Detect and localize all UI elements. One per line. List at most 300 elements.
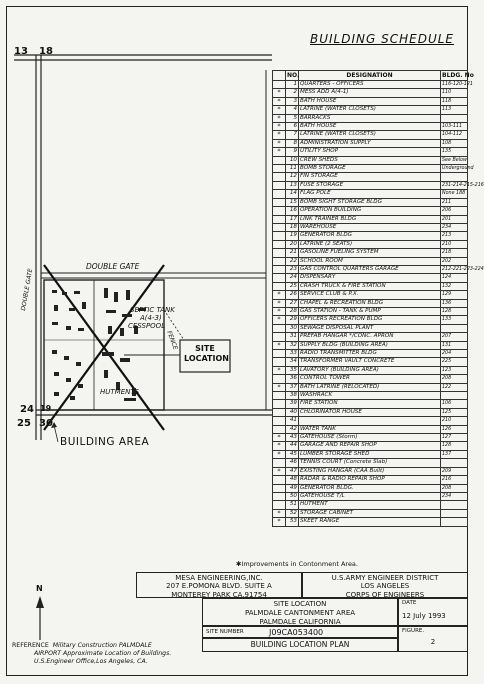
reference-line2: AIRPORT Approximate Location of Buildings.	[34, 650, 172, 657]
double-gate-side-label: DOUBLE GATE	[20, 267, 35, 312]
reference-note	[12, 642, 171, 666]
schedule-cell-bldg: 104-112	[441, 131, 468, 139]
grid-number-19: 19	[40, 404, 52, 413]
sheet-title: BUILDING LOCATION PLAN	[250, 640, 350, 649]
schedule-cell-designation: CHLORINATOR HOUSE	[299, 408, 441, 416]
schedule-cell-bldg: 201	[441, 215, 468, 223]
firm-cell	[136, 572, 302, 598]
schedule-cell-designation: GARAGE AND REPAIR SHOP	[299, 442, 441, 450]
schedule-cell-star	[273, 484, 286, 492]
schedule-cell-star: *	[273, 518, 286, 526]
schedule-cell-no: 16	[286, 207, 299, 215]
schedule-cell-designation: FIRE STATION	[299, 400, 441, 408]
schedule-cell-star	[273, 156, 286, 164]
project-title: SITE LOCATION	[273, 600, 327, 608]
schedule-cell-star	[273, 417, 286, 425]
schedule-cell-bldg: 225	[441, 358, 468, 366]
schedule-cell-no: 51	[286, 501, 299, 509]
schedule-row	[273, 400, 468, 408]
figure-label: FIGURE.	[402, 628, 425, 634]
schedule-cell-designation: TRANSFORMER VAULT CONCRETE	[299, 358, 441, 366]
schedule-cell-star: *	[273, 299, 286, 307]
schedule-row	[273, 509, 468, 517]
schedule-cell-bldg	[441, 173, 468, 181]
schedule-cell-bldg: 116-120-121	[442, 82, 473, 87]
schedule-cell-designation: GENERATOR BLDG.	[299, 484, 441, 492]
schedule-cell-no: 2	[286, 89, 299, 97]
schedule-row	[273, 215, 468, 223]
schedule-cell-star: *	[273, 366, 286, 374]
schedule-cell-designation: LATRINE (2 SEATS)	[299, 240, 441, 248]
schedule-header-no: NO.	[287, 71, 300, 79]
schedule-cell-designation: SCHOOL ROOM	[299, 257, 441, 265]
schedule-cell-star	[273, 249, 286, 257]
schedule-cell-bldg: 136	[441, 299, 468, 307]
schedule-cell-star: *	[273, 114, 286, 122]
schedule-cell-designation: SUPPLY BLDG (BUILDING AREA)	[299, 341, 441, 349]
schedule-cell-bldg: 113	[441, 106, 468, 114]
schedule-cell-bldg: 212-221-223-224	[442, 266, 484, 272]
schedule-cell-designation: LUMBER STORAGE SHED	[299, 450, 441, 458]
schedule-cell-bldg: 123	[441, 366, 468, 374]
schedule-cell-bldg: 211	[441, 198, 468, 206]
schedule-row	[273, 249, 468, 257]
schedule-row	[273, 492, 468, 500]
schedule-cell-no: 24	[286, 274, 299, 282]
schedule-cell-no: 12	[286, 173, 299, 181]
schedule-cell-bldg: 127	[441, 434, 468, 442]
septic-ref-label: A(4-3)	[140, 314, 162, 322]
schedule-cell-bldg: 124	[441, 274, 468, 282]
grid-number-30: 30	[39, 418, 53, 429]
schedule-row	[273, 240, 468, 248]
schedule-cell-designation: LAVATORY (BUILDING AREA)	[299, 366, 441, 374]
schedule-cell-designation: BATH HOUSE	[299, 123, 441, 131]
schedule-cell-star	[273, 375, 286, 383]
grid-number-25: 25	[17, 418, 31, 429]
schedule-cell-star	[273, 324, 286, 332]
schedule-row	[273, 316, 468, 324]
schedule-cell-star: *	[273, 307, 286, 315]
schedule-cell-no: 39	[286, 400, 299, 408]
schedule-cell-star: *	[273, 97, 286, 105]
schedule-cell-no: 5	[286, 114, 299, 122]
schedule-cell-no: 52	[286, 509, 299, 517]
schedule-cell-no: 6	[286, 123, 299, 131]
schedule-cell-bldg: 207	[441, 333, 468, 341]
schedule-header-designation: DESIGNATION	[299, 71, 441, 81]
schedule-row	[273, 223, 468, 231]
schedule-cell-designation: FLAG POLE	[299, 190, 441, 198]
schedule-cell-star	[273, 425, 286, 433]
schedule-cell-star	[273, 198, 286, 206]
schedule-cell-no: 9	[286, 148, 299, 156]
schedule-cell-star: *	[273, 509, 286, 517]
schedule-cell-no: 14	[286, 190, 299, 198]
schedule-cell-star	[273, 350, 286, 358]
schedule-row	[273, 114, 468, 122]
reference-label: REFERENCE	[12, 642, 49, 649]
schedule-cell-star: *	[273, 450, 286, 458]
schedule-row	[273, 476, 468, 484]
schedule-row	[273, 434, 468, 442]
schedule-header-row	[273, 71, 468, 81]
schedule-cell-no: 13	[286, 181, 299, 189]
schedule-cell-star	[273, 501, 286, 509]
schedule-cell-star: *	[273, 316, 286, 324]
schedule-cell-no: 33	[286, 350, 299, 358]
schedule-cell-bldg: See Below	[442, 157, 467, 163]
schedule-cell-no: 17	[286, 215, 299, 223]
schedule-row	[273, 291, 468, 299]
schedule-cell-designation: LATRINE (WATER CLOSETS)	[299, 106, 441, 114]
schedule-cell-bldg: 218	[441, 249, 468, 257]
schedule-cell-star	[273, 257, 286, 265]
firm-name: MESA ENGINEERING,INC.	[175, 574, 263, 582]
schedule-cell-star	[273, 400, 286, 408]
schedule-cell-no: 45	[286, 450, 299, 458]
schedule-cell-designation: FIN STORAGE	[299, 173, 441, 181]
schedule-cell-designation: FUSE STORAGE	[299, 181, 441, 189]
schedule-cell-star	[273, 392, 286, 400]
schedule-cell-designation: BATH HOUSE	[299, 97, 441, 105]
schedule-cell-star	[273, 274, 286, 282]
schedule-cell-star: *	[273, 383, 286, 391]
schedule-cell-designation: WASHRACK	[299, 392, 441, 400]
schedule-cell-star	[273, 408, 286, 416]
schedule-cell-bldg	[441, 459, 468, 467]
schedule-cell-star	[273, 173, 286, 181]
schedule-cell-designation: STORAGE CABINET	[299, 509, 441, 517]
reference-line1: Military Construction PALMDALE	[52, 642, 152, 649]
schedule-cell-no: 38	[286, 392, 299, 400]
schedule-cell-no: 23	[286, 265, 299, 273]
grid-number-24: 24	[20, 404, 34, 415]
schedule-cell-bldg: 213	[441, 232, 468, 240]
schedule-row	[273, 417, 468, 425]
schedule-cell-star	[273, 333, 286, 341]
schedule-row	[273, 467, 468, 475]
figure-cell	[398, 626, 468, 652]
schedule-row	[273, 307, 468, 315]
schedule-cell-bldg: 202	[441, 257, 468, 265]
schedule-cell-no: 10	[286, 156, 299, 164]
schedule-row	[273, 156, 468, 164]
building-schedule	[272, 70, 484, 527]
schedule-cell-star	[273, 232, 286, 240]
schedule-row	[273, 148, 468, 156]
schedule-row	[273, 518, 468, 526]
schedule-row	[273, 450, 468, 458]
sheet-title-cell	[202, 638, 398, 652]
schedule-cell-bldg: 129	[441, 291, 468, 299]
schedule-row	[273, 190, 468, 198]
cesspool-label: CESSPOOL	[128, 322, 166, 330]
schedule-cell-star: *	[273, 89, 286, 97]
figure-value: 2	[430, 638, 436, 646]
septic-tank-label: SEPTIC TANK	[130, 306, 175, 314]
schedule-cell-bldg	[441, 501, 468, 509]
schedule-cell-no: 15	[286, 198, 299, 206]
schedule-cell-designation: CREW SHEDS	[299, 156, 441, 164]
schedule-cell-designation: WAREHOUSE	[299, 223, 441, 231]
schedule-cell-no: 29	[286, 316, 299, 324]
schedule-row	[273, 139, 468, 147]
schedule-cell-bldg: 210	[441, 240, 468, 248]
schedule-cell-no: 8	[286, 139, 299, 147]
project-area: PALMDALE CANTONMENT AREA	[244, 609, 356, 617]
schedule-cell-designation	[299, 417, 441, 425]
schedule-cell-bldg: 128	[441, 307, 468, 315]
north-arrow	[30, 586, 50, 646]
schedule-cell-bldg: 125	[441, 408, 468, 416]
schedule-row	[273, 81, 468, 89]
project-cell	[202, 598, 398, 626]
schedule-cell-bldg: 132	[441, 282, 468, 290]
schedule-cell-bldg: 118	[441, 97, 468, 105]
schedule-cell-designation: DISPENSARY	[299, 274, 441, 282]
schedule-cell-bldg: 106	[441, 400, 468, 408]
schedule-cell-star: *	[273, 291, 286, 299]
agency-corps: CORPS OF ENGINEERS	[345, 590, 425, 599]
schedule-cell-star	[273, 223, 286, 231]
site-number-label: SITE NUMBER	[206, 629, 244, 635]
reference-line3: U.S.Engineer Office,Los Angeles, CA.	[34, 658, 148, 665]
schedule-cell-designation: CRASH TRUCK & FIRE STATION	[299, 282, 441, 290]
schedule-row	[273, 274, 468, 282]
schedule-cell-designation: OFFICERS RECREATION BLDG	[299, 316, 441, 324]
improvements-note: ✱Improvements in Contonment Area.	[236, 560, 358, 568]
schedule-cell-no: 31	[286, 333, 299, 341]
schedule-cell-star	[273, 492, 286, 500]
schedule-cell-designation: LINK TRAINER BLDG	[299, 215, 441, 223]
schedule-row	[273, 123, 468, 131]
schedule-cell-star: *	[273, 139, 286, 147]
schedule-cell-no: 30	[286, 324, 299, 332]
schedule-cell-no: 32	[286, 341, 299, 349]
schedule-cell-designation: GENERATOR BLDG	[299, 232, 441, 240]
schedule-cell-no: 27	[286, 299, 299, 307]
schedule-cell-star	[273, 190, 286, 198]
schedule-cell-no: 18	[286, 223, 299, 231]
schedule-cell-star	[273, 265, 286, 273]
schedule-row	[273, 459, 468, 467]
schedule-cell-designation: GAS CONTROL QUARTERS GARAGE	[299, 265, 441, 273]
schedule-title: BUILDING SCHEDULE	[310, 32, 455, 46]
schedule-cell-bldg: 110	[441, 89, 468, 97]
schedule-cell-no: 25	[286, 282, 299, 290]
agency-city: LOS ANGELES	[360, 582, 410, 591]
schedule-cell-star	[273, 81, 286, 89]
schedule-cell-designation: SERVICE CLUB & P.X.	[299, 291, 441, 299]
schedule-row	[273, 408, 468, 416]
building-area-label: BUILDING AREA	[60, 436, 150, 448]
north-label: N	[36, 584, 43, 593]
schedule-row	[273, 173, 468, 181]
schedule-cell-star: *	[273, 467, 286, 475]
date-value: 12 July 1993	[402, 612, 446, 620]
schedule-row	[273, 97, 468, 105]
grid-number-18: 18	[39, 46, 53, 57]
schedule-cell-designation: SEWAGE DISPOSAL PLANT	[299, 324, 441, 332]
schedule-row	[273, 358, 468, 366]
schedule-cell-bldg: 210	[441, 417, 468, 425]
date-label: DATE	[402, 600, 417, 606]
schedule-cell-bldg: 108	[441, 139, 468, 147]
schedule-cell-designation: PREFAB HANGAR */CONC. APRON	[299, 333, 441, 341]
schedule-cell-bldg: 209	[441, 467, 468, 475]
north-arrow-icon	[30, 586, 50, 642]
schedule-cell-no: 49	[286, 484, 299, 492]
schedule-body	[273, 81, 484, 527]
schedule-cell-no: 34	[286, 358, 299, 366]
schedule-cell-star	[273, 240, 286, 248]
date-cell	[398, 598, 468, 626]
schedule-cell-bldg: 103-111	[441, 123, 468, 131]
schedule-cell-designation: BATH LATRINE (RELOCATED)	[299, 383, 441, 391]
schedule-cell-designation: GATEHOUSE (Storm)	[299, 434, 441, 442]
schedule-cell-no: 11	[286, 165, 299, 173]
schedule-cell-no: 48	[286, 476, 299, 484]
schedule-cell-no: 41	[286, 417, 299, 425]
schedule-row	[273, 131, 468, 139]
schedule-row	[273, 392, 468, 400]
schedule-row	[273, 375, 468, 383]
schedule-cell-no: 26	[286, 291, 299, 299]
schedule-cell-designation: OPERATION BUILDING	[299, 207, 441, 215]
schedule-row	[273, 442, 468, 450]
schedule-row	[273, 198, 468, 206]
schedule-cell-bldg: 234	[441, 223, 468, 231]
schedule-cell-star	[273, 215, 286, 223]
schedule-cell-no: 47	[286, 467, 299, 475]
schedule-cell-no: 19	[286, 232, 299, 240]
site-number-cell	[202, 626, 398, 638]
schedule-header-star	[273, 71, 286, 81]
schedule-cell-no: 50	[286, 492, 299, 500]
schedule-cell-designation: UTILITY SHOP	[299, 148, 441, 156]
agency-name: U.S.ARMY ENGINEER DISTRICT	[331, 574, 439, 582]
schedule-cell-designation: ADMINISTRATION SUPPLY	[299, 139, 441, 147]
fence-label: FENCE	[165, 330, 179, 351]
schedule-cell-star	[273, 459, 286, 467]
schedule-row	[273, 232, 468, 240]
schedule-cell-no: 44	[286, 442, 299, 450]
schedule-row	[273, 106, 468, 114]
schedule-cell-designation: RADAR & RADIO REPAIR SHOP	[299, 476, 441, 484]
schedule-cell-bldg: Underground	[442, 166, 474, 172]
schedule-cell-bldg: 208	[441, 375, 468, 383]
schedule-cell-no: 1	[286, 81, 299, 89]
schedule-cell-bldg: 137	[441, 450, 468, 458]
schedule-cell-bldg: 135	[441, 148, 468, 156]
schedule-row	[273, 265, 468, 273]
hutments-label: HUTMENTS	[100, 388, 140, 396]
schedule-row	[273, 324, 468, 332]
schedule-cell-designation: GAS STATION - TANK & PUMP	[299, 307, 441, 315]
double-gate-label: DOUBLE GATE	[86, 262, 140, 271]
schedule-cell-bldg: 208	[441, 484, 468, 492]
schedule-row	[273, 484, 468, 492]
schedule-cell-no: 28	[286, 307, 299, 315]
schedule-cell-bldg	[441, 114, 468, 122]
schedule-cell-star: *	[273, 434, 286, 442]
schedule-row	[273, 333, 468, 341]
schedule-cell-designation: BOMB SIGHT STORAGE BLDG	[299, 198, 441, 206]
schedule-header-bldg: BLDG. No	[442, 71, 474, 79]
schedule-cell-star: *	[273, 341, 286, 349]
schedule-cell-designation: GATEHOUSE T/L	[299, 492, 441, 500]
schedule-cell-designation: CHAPEL & RECREATION BLDG	[299, 299, 441, 307]
schedule-cell-no: 37	[286, 383, 299, 391]
schedule-cell-no: 4	[286, 106, 299, 114]
schedule-cell-designation: LATRINE (WATER CLOSETS)	[299, 131, 441, 139]
schedule-cell-no: 22	[286, 257, 299, 265]
schedule-cell-designation: RADIO TRANSMITTER BLDG	[299, 350, 441, 358]
schedule-row	[273, 299, 468, 307]
schedule-cell-designation: TENNIS COURT (Concrete Slab)	[299, 459, 441, 467]
schedule-cell-bldg: 231-214-215-216	[442, 182, 484, 188]
schedule-cell-designation: WATER TANK	[299, 425, 441, 433]
schedule-cell-star: *	[273, 106, 286, 114]
schedule-row	[273, 257, 468, 265]
schedule-row	[273, 165, 468, 173]
schedule-cell-bldg: 204	[441, 350, 468, 358]
agency-cell	[302, 572, 468, 598]
schedule-cell-bldg: 234	[441, 492, 468, 500]
schedule-cell-no: 43	[286, 434, 299, 442]
schedule-cell-bldg	[441, 392, 468, 400]
schedule-row	[273, 350, 468, 358]
schedule-cell-designation: QUARTERS - OFFICERS	[299, 81, 441, 89]
schedule-cell-no: 46	[286, 459, 299, 467]
schedule-cell-designation: SKEET RANGE	[299, 518, 441, 526]
schedule-cell-bldg: 131	[441, 341, 468, 349]
project-location: PALMDALE CALIFORNIA	[259, 618, 341, 626]
schedule-cell-designation: HUTMENT	[299, 501, 441, 509]
schedule-cell-designation: BARRACKS	[299, 114, 441, 122]
grid-number-13: 13	[14, 46, 28, 57]
schedule-cell-no: 40	[286, 408, 299, 416]
schedule-row	[273, 282, 468, 290]
schedule-cell-star	[273, 282, 286, 290]
schedule-cell-no: 21	[286, 249, 299, 257]
schedule-cell-no: 7	[286, 131, 299, 139]
schedule-cell-star: *	[273, 148, 286, 156]
schedule-cell-star: *	[273, 442, 286, 450]
schedule-cell-designation: GASOLINE FUELING SYSTEM	[299, 249, 441, 257]
schedule-row	[273, 207, 468, 215]
schedule-row	[273, 383, 468, 391]
schedule-cell-bldg: 216	[441, 476, 468, 484]
schedule-cell-no: 35	[286, 366, 299, 374]
schedule-cell-bldg: 122	[441, 383, 468, 391]
schedule-cell-no: 20	[286, 240, 299, 248]
schedule-cell-star	[273, 476, 286, 484]
schedule-row	[273, 89, 468, 97]
site-number-value: J09CA053400	[269, 628, 324, 637]
schedule-cell-designation: MESS ADD A(4-1)	[299, 89, 441, 97]
schedule-cell-star	[273, 165, 286, 173]
firm-city: MONTEREY PARK CA.91754	[171, 590, 267, 599]
schedule-cell-star	[273, 358, 286, 366]
schedule-table	[272, 70, 484, 527]
schedule-cell-no: 3	[286, 97, 299, 105]
schedule-cell-bldg	[441, 518, 468, 526]
schedule-row	[273, 366, 468, 374]
schedule-row	[273, 341, 468, 349]
schedule-cell-designation: CONTROL TOWER	[299, 375, 441, 383]
